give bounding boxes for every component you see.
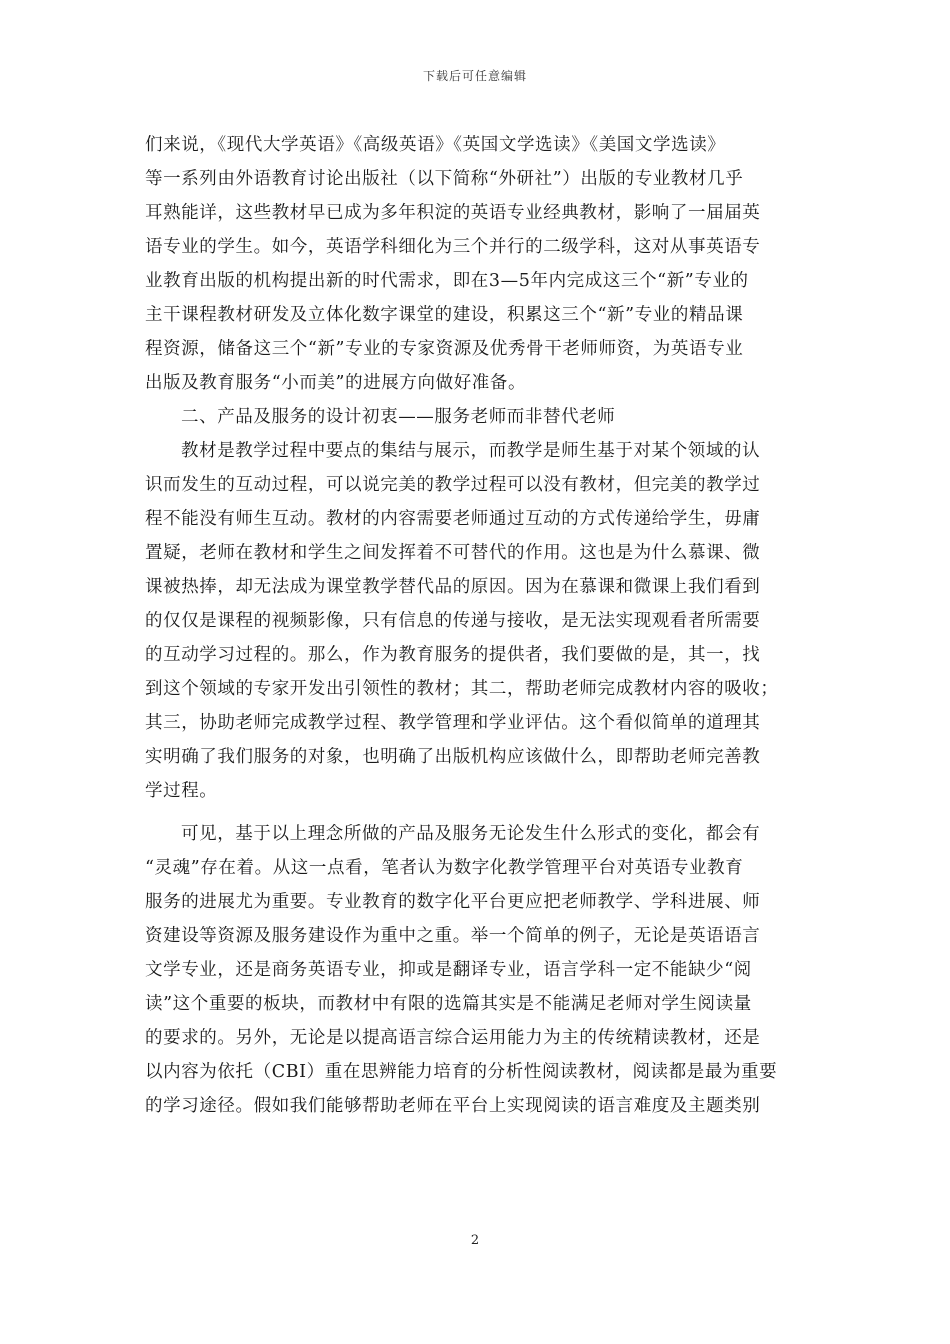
text-line: 服务的进展尤为重要。专业教育的数字化平台更应把老师教学、学科进展、师 — [145, 892, 761, 912]
text-line: 资建设等资源及服务建设作为重中之重。举一个简单的例子，无论是英语语言 — [145, 926, 761, 946]
text-line: 业教育出版的机构提出新的时代需求，即在3—5年内完成这三个“新”专业的 — [145, 271, 749, 291]
text-line: 的要求的。另外，无论是以提高语言综合运用能力为主的传统精读教材，还是 — [145, 1028, 761, 1048]
text-line: 学过程。 — [145, 781, 218, 801]
heading-line: 二、产品及服务的设计初衷——服务老师而非替代老师 — [181, 407, 616, 427]
text-line: 程不能没有师生互动。教材的内容需要老师通过互动的方式传递给学生，毋庸 — [145, 509, 761, 529]
text-line: 其三，协助老师完成教学过程、教学管理和学业评估。这个看似简单的道理其 — [145, 713, 761, 733]
text-line: “灵魂”存在着。从这一点看，笔者认为数字化教学管理平台对英语专业教育 — [145, 858, 744, 878]
text-line: 语专业的学生。如今，英语学科细化为三个并行的二级学科，这对从事英语专 — [145, 237, 761, 257]
text-line: 们来说，《现代大学英语》《高级英语》《英国文学选读》《美国文学选读》 — [145, 135, 726, 155]
text-line: 文学专业，还是商务英语专业，抑或是翻译专业，语言学科一定不能缺少“阅 — [145, 960, 752, 980]
text-line: 可见，基于以上理念所做的产品及服务无论发生什么形式的变化，都会有 — [181, 824, 761, 844]
text-line: 等一系列由外语教育讨论出版社（以下简称“外研社”）出版的专业教材几乎 — [145, 169, 744, 189]
text-line: 出版及教育服务“小而美”的进展方向做好准备。 — [145, 373, 527, 393]
text-line: 到这个领域的专家开发出引领性的教材；其二，帮助老师完成教材内容的吸收； — [145, 679, 779, 699]
text-line: 的学习途径。假如我们能够帮助老师在平台上实现阅读的语言难度及主题类别 — [145, 1096, 761, 1116]
text-line: 主干课程教材研发及立体化数字课堂的建设，积累这三个“新”专业的精品课 — [145, 305, 744, 325]
paragraph-spacing — [145, 808, 805, 817]
text-line: 程资源，储备这三个“新”专业的专家资源及优秀骨干老师师资，为英语专业 — [145, 339, 744, 359]
text-line: 以内容为依托（CBI）重在思辨能力培育的分析性阅读教材，阅读都是最为重要 — [145, 1062, 778, 1082]
text-line: 实明确了我们服务的对象，也明确了出版机构应该做什么，即帮助老师完善教 — [145, 747, 761, 767]
text-line: 耳熟能详，这些教材早已成为多年积淀的英语专业经典教材，影响了一届届英 — [145, 203, 761, 223]
text-line: 识而发生的互动过程，可以说完美的教学过程可以没有教材，但完美的教学过 — [145, 475, 761, 495]
text-line: 读”这个重要的板块，而教材中有限的选篇其实是不能满足老师对学生阅读量 — [145, 994, 752, 1014]
text-line: 课被热捧，却无法成为课堂教学替代品的原因。因为在慕课和微课上我们看到 — [145, 577, 761, 597]
section-heading — [145, 400, 805, 434]
text-line: 的互动学习过程的。那么，作为教育服务的提供者，我们要做的是，其一，找 — [145, 645, 761, 665]
text-line: 的仅仅是课程的视频影像，只有信息的传递与接收，是无法实现观看者所需要 — [145, 611, 761, 631]
document-body — [145, 128, 805, 1123]
page-header: 下载后可任意编辑 — [422, 69, 527, 83]
paragraph — [145, 434, 805, 808]
text-line: 置疑，老师在教材和学生之间发挥着不可替代的作用。这也是为什么慕课、微 — [145, 543, 761, 563]
paragraph — [145, 817, 805, 1123]
text-line: 教材是教学过程中要点的集结与展示，而教学是师生基于对某个领域的认 — [181, 441, 761, 461]
paragraph-continued — [145, 128, 805, 400]
page-number: 2 — [470, 1233, 480, 1248]
